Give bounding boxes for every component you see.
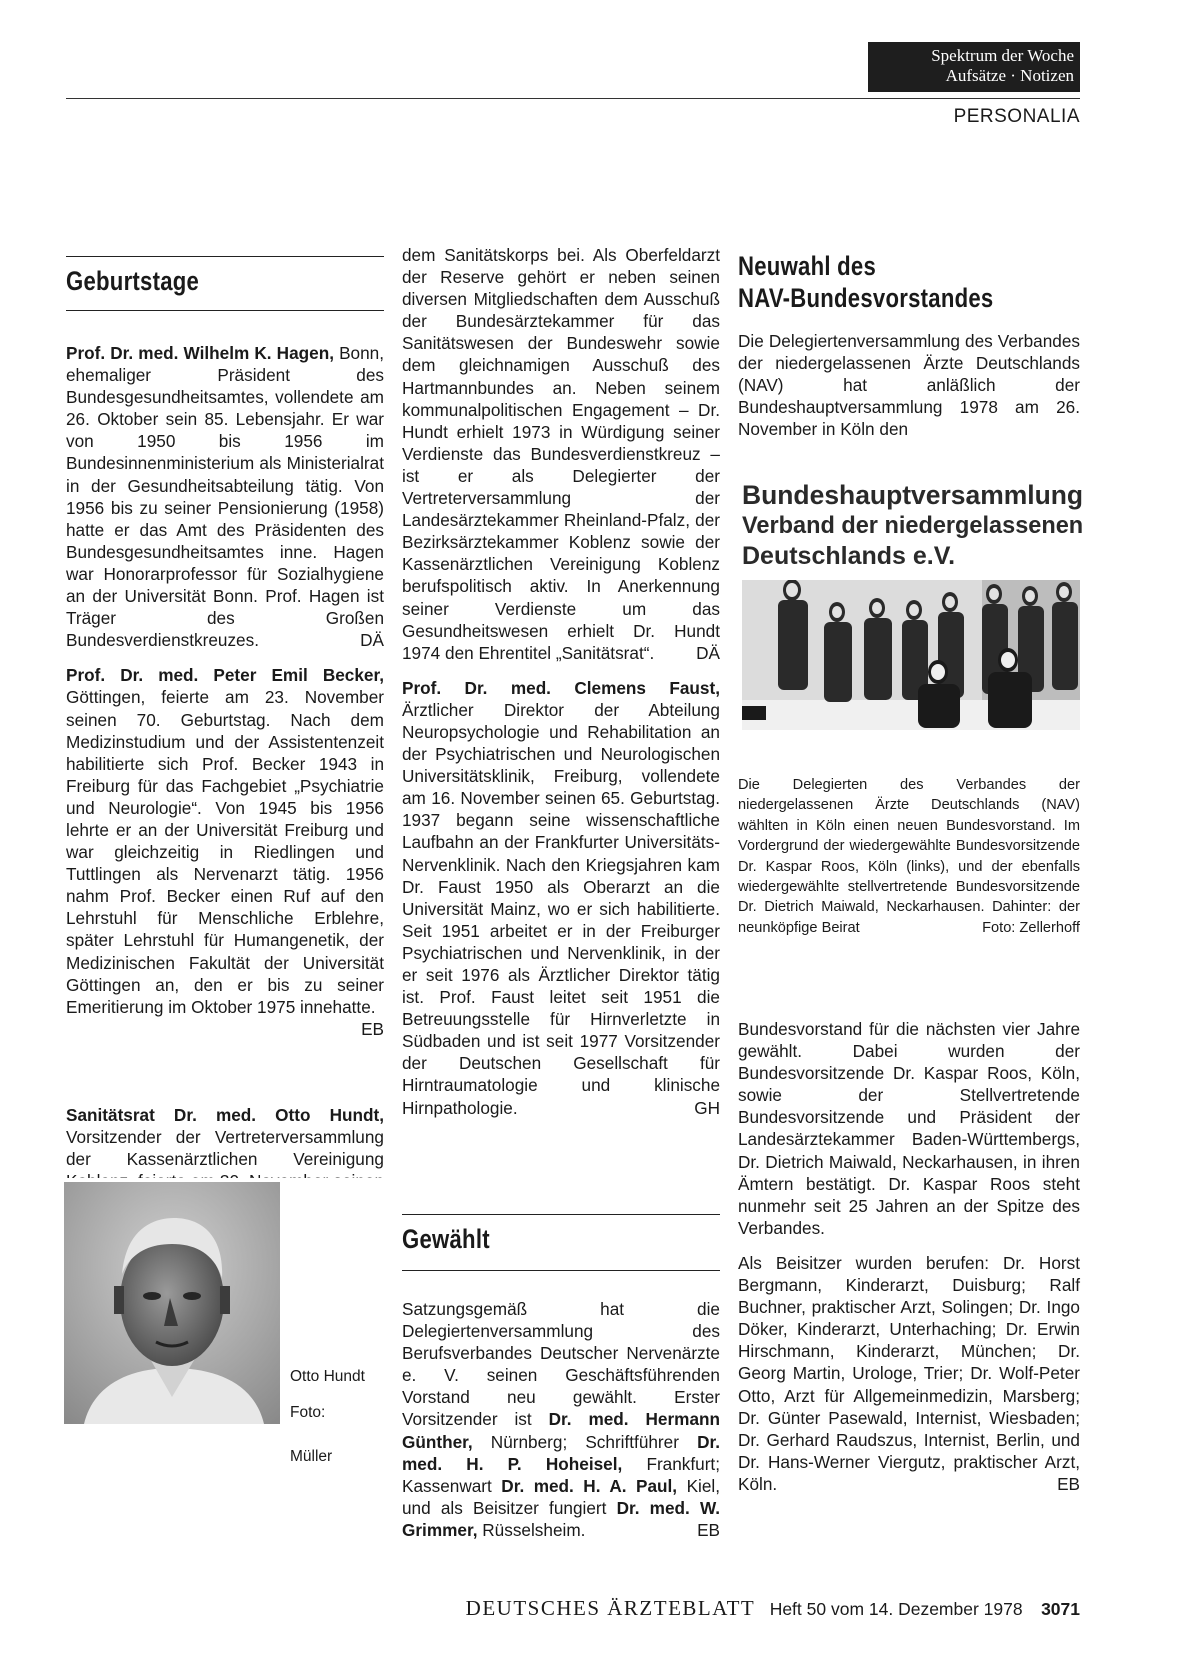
banner-line2: Verband der niedergelassenen (742, 512, 1084, 539)
author-tag: EB (361, 1018, 384, 1039)
person-name: Dr. med. H. A. Paul, (501, 1475, 678, 1496)
footer-journal: DEUTSCHES ÄRZTEBLATT (465, 1596, 756, 1620)
nav-body (738, 1018, 1080, 1495)
nav-body-2 (738, 1252, 1080, 1495)
banner-line3: Deutschlands e.V. (742, 542, 956, 570)
nav-intro (738, 330, 1080, 440)
text-run: Frankfurt; Kassenwart (402, 1453, 720, 1496)
text-run: Satzungsgemäß hat die Delegiertenversammlung des Berufsverbandes Deutscher Nervenärzte e. V. seinen Geschäftsführenden Vorstand neu gewählt. Erster Vorsitzender ist (402, 1299, 720, 1430)
heading-rule-bottom (66, 310, 384, 311)
person-name: Dr. med. Hermann Günther, (402, 1409, 720, 1452)
section-badge-line1: Spektrum der Woche (931, 46, 1074, 65)
person-name: Prof. Dr. med. Clemens Faust, (402, 677, 720, 698)
footer-issue: Heft 50 vom 14. Dezember 1978 (769, 1599, 1023, 1619)
heading-rule-top (66, 256, 384, 257)
person-name: Sanitätsrat Dr. med. Otto Hundt, (66, 1105, 384, 1125)
portrait-credit-name: Müller (290, 1448, 333, 1465)
nav-heading-line1: Neuwahl des (738, 251, 877, 281)
gewaehlt-heading: Gewählt (402, 1224, 490, 1254)
photo-credit: Foto: Zellerhoff (982, 919, 1080, 936)
portrait-block (60, 1178, 390, 1440)
author-tag: EB (1057, 1473, 1080, 1494)
portrait-image (64, 1182, 280, 1424)
nav-heading (738, 250, 993, 314)
nav-heading-line2: NAV-Bundesvorstandes (738, 283, 994, 313)
footer-page-number: 3071 (1041, 1599, 1080, 1619)
text-run: Kiel, und als Beisitzer fungiert (402, 1475, 721, 1518)
geburtstage-heading: Geburtstage (66, 266, 200, 296)
text-run: Nürnberg; Schriftführer (472, 1431, 698, 1452)
nav-photo-caption (738, 775, 1080, 938)
page-footer (398, 1596, 1080, 1621)
person-name: Dr. med. W. Grimmer, (402, 1497, 720, 1540)
column-2 (402, 244, 720, 1119)
section-badge (868, 42, 1080, 92)
author-tag: DÄ (696, 642, 720, 663)
heading-rule-top (402, 1214, 720, 1215)
nav-intro-text: Die Delegiertenversammlung des Verbandes der niedergelassenen Ärzte Deutschlands (NAV) hat anläßlich der Bundeshauptversammlung 1978 am 26. November in Köln den (738, 331, 1080, 440)
column-1 (66, 342, 384, 1040)
heading-rule-bottom (402, 1270, 720, 1271)
entry-text: Ärztlicher Direktor der Abteilung Neuropsychologie und Rehabilitation an der Psychiatrischen und Neurologischen Universitätsklinik, Freiburg, vollendete am 16. November seinen 65. Geburtstag. 1937 begann seine wissenschaftliche Laufbahn an der Frankfurter Universitäts-Nervenklinik. Nach den Kriegsjahren kam Dr. Faust 1950 als Oberarzt an die Universität Mainz, wo er sich habilitierte. Seit 1951 arbeitet er in der Freiburger Psychiatrischen und Nervenklinik, in der er seit 1976 als Ärztlicher Direktor tätig ist. Prof. Faust leitet seit 1951 die Betreuungsstelle für Hirnverletzte in Südbaden und ist seit 1977 Vorsitzender der Deutschen Gesellschaft für Hirntraumatologie und klinische Hirnpathologie. (402, 699, 720, 1118)
person-name: Prof. Dr. med. Wilhelm K. Hagen, (66, 343, 334, 363)
author-tag: EB (697, 1519, 720, 1540)
nav-body-1: Bundesvorstand für die nächsten vier Jahre gewählt. Dabei wurden der Bundesvorsitzende Dr. Kaspar Roos, Köln, sowie der Stellvertretende Bundesvorsitzende und Präsident der Landesärztekammer Baden-Württembergs, Dr. Dietrich Maiwald, Neckarhausen, in ihren Ämtern bestätigt. Dr. Kaspar Roos steht nunmehr seit 25 Jahren an der Spitze des Verbandes. (738, 1019, 1080, 1238)
gewaehlt-text (402, 1298, 720, 1541)
caption-text: Die Delegierten des Verbandes der niedergelassenen Ärzte Deutschlands (NAV) wählten in Köln einen neuen Bundesvorstand. Im Vordergrund der wiedergewählte Bundesvorsitzende Dr. Kaspar Roos, Köln (links), und der ebenfalls wiedergewählte stellvertretende Bundesvorsitzende Dr. Dietrich Maiwald, Neckarhausen. Dahinter: der neunköpfige Beirat (738, 777, 1080, 936)
nav-body-2-text: Als Beisitzer wurden berufen: Dr. Horst Bergmann, Kinderarzt, Duisburg; Ralf Buchner, praktischer Arzt, Solingen; Dr. Ingo Döker, Kinderarzt, Unterhaching; Dr. Erwin Hirschmann, Kinderarzt, München; Dr. Georg Martin, Urologe, Trier; Dr. Wolf-Peter Otto, Arzt für Allgemeinmedizin, Marsberg; Dr. Günter Pasewald, Internist, Wiesbaden; Dr. Gerhard Raudszus, Internist, Berlin, und Dr. Hans-Werner Viergutz, praktischer Arzt, Köln. (738, 1252, 1080, 1494)
person-name: Dr. med. H. P. Hoheisel, (402, 1431, 720, 1474)
group-photo-image (742, 580, 1080, 730)
entry-becker (66, 664, 384, 1039)
banner-line1: Bundeshauptversammlung (742, 480, 1084, 510)
portrait-caption: Otto Hundt (290, 1368, 365, 1385)
entry-hagen (66, 342, 384, 651)
section-badge-line2: Aufsätze · Notizen (945, 66, 1074, 85)
text-run: Rüsselsheim. (477, 1519, 586, 1540)
entry-hundt-continued (402, 244, 720, 664)
entry-text: Bonn, ehemaliger Präsident des Bundesgesundheitsamtes, vollendete am 26. Oktober sein 85. Lebensjahr. Er war von 1950 bis 1956 im Bundesinnenministerium als Ministerialrat in der Gesundheitsabteilung tätig. Von 1956 bis zu seiner Pensionierung (1958) hatte er das Amt des Präsidenten des Bundesgesundheitsamtes inne. Hagen war Honorarprofessor für Sozialhygiene an der Universität Bonn. Prof. Hagen ist Träger des Großen Bundesverdienstkreuzes. (66, 343, 384, 651)
person-name: Prof. Dr. med. Peter Emil Becker, (66, 665, 384, 686)
entry-faust (402, 677, 720, 1119)
portrait-credit-label: Foto: (290, 1404, 326, 1421)
portrait-photo (64, 1182, 280, 1424)
author-tag: GH (694, 1097, 720, 1118)
nav-photo (742, 480, 1142, 730)
entry-text: Göttingen, feierte am 23. November seinen 70. Geburtstag. Nach dem Medizinstudium und der Assistentenzeit habilitierte sich Prof. Becker 1943 in Freiburg für das Fachgebiet „Psychiatrie und Neurologie“. Von 1945 bis 1956 lehrte er an der Universität Freiburg und war gleichzeitig in Riedlingen und Tuttlingen als Nervenarzt tätig. 1956 nahm Prof. Becker einen Ruf auf den Lehrstuhl für Menschliche Erblehre, später Lehrstuhl für Humangenetik, der Medizinischen Fakultät der Universität Göttingen an, den er bis zu seiner Emeritierung im Oktober 1975 innehatte. (66, 687, 384, 1017)
section-label: PERSONALIA (953, 106, 1080, 127)
header-rule (66, 98, 1080, 99)
entry-text: dem Sanitätskorps bei. Als Oberfeldarzt der Reserve gehört er neben seinen diversen Mitgliedschaften dem Ausschuß der Bundesärztekammer für das Sanitätswesen der Bundeswehr sowie dem gleichnamigen Ausschuß des Hartmannbundes an. Neben seinem kommunalpolitischen Engagement – Dr. Hundt erhielt 1973 in Würdigung seiner Verdienste das Bundesverdienstkreuz – ist er als Delegierter der Vertreterversammlung der Landesärztekammer Rheinland-Pfalz, der Bezirksärztekammer Koblenz sowie der Kassenärztlichen Vereinigung Koblenz berufspolitisch aktiv. In Anerkennung seiner Verdienste um das Gesundheitswesen erhielt Dr. Hundt 1974 den Ehrentitel „Sanitätsrat“. (402, 245, 720, 663)
entry-text: Vorsitzender der Vertreterversammlung der Kassenärztlichen Vereinigung (66, 1127, 384, 1170)
author-tag: DÄ (360, 630, 384, 651)
